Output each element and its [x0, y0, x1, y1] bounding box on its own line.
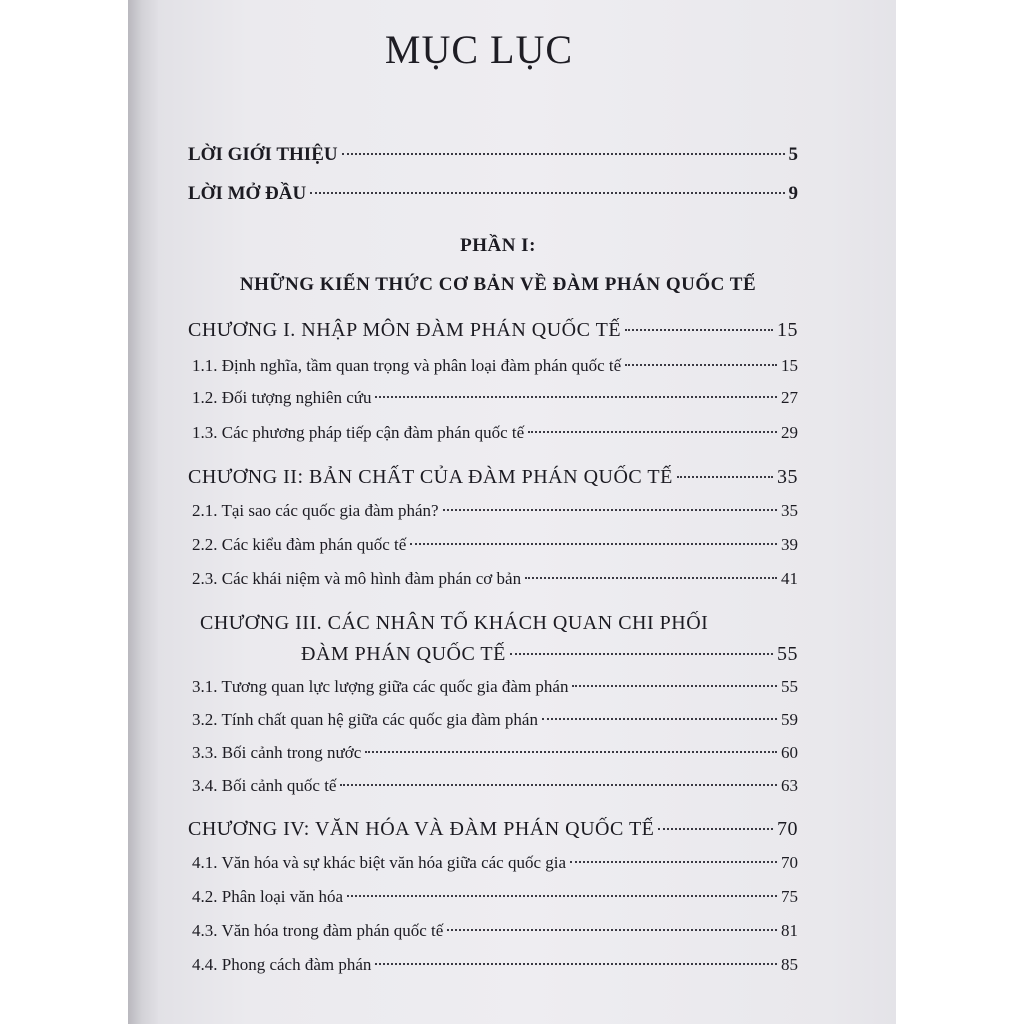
toc-section-2-2	[192, 535, 798, 555]
toc-entry-page: 63	[781, 776, 798, 795]
table-of-contents-page	[158, 0, 896, 1024]
dot-leader	[340, 784, 777, 786]
toc-section-2-3	[192, 569, 798, 589]
dot-leader	[443, 509, 777, 511]
toc-entry-label: CHƯƠNG I. NHẬP MÔN ĐÀM PHÁN QUỐC TẾ	[188, 319, 622, 341]
toc-section-3-1	[192, 677, 798, 697]
dot-leader	[365, 751, 777, 753]
dot-leader	[447, 929, 777, 931]
toc-entry-label: 2.1. Tại sao các quốc gia đàm phán?	[192, 501, 439, 520]
toc-entry-page: 85	[781, 955, 798, 974]
toc-entry-label: LỜI MỞ ĐẦU	[188, 183, 307, 204]
toc-section-1-2	[192, 388, 798, 408]
toc-entry-label: 3.1. Tương quan lực lượng giữa các quốc gia đàm phán	[192, 677, 569, 696]
toc-entry-label: CHƯƠNG IV: VĂN HÓA VÀ ĐÀM PHÁN QUỐC TẾ	[188, 818, 655, 840]
page-title: MỤC LỤC	[384, 27, 574, 72]
part-title: NHỮNG KIẾN THỨC CƠ BẢN VỀ ĐÀM PHÁN QUỐC TẾ	[239, 274, 757, 295]
toc-section-4-4	[192, 955, 798, 975]
dot-leader	[542, 718, 777, 720]
dot-leader	[658, 828, 773, 830]
toc-entry-page: 9	[788, 183, 798, 204]
toc-entry-page: 81	[781, 921, 798, 940]
toc-entry-label: 4.2. Phân loại văn hóa	[192, 887, 344, 906]
toc-entry-label: 4.4. Phong cách đàm phán	[192, 955, 372, 974]
dot-leader	[625, 364, 777, 366]
toc-section-2-1	[192, 501, 798, 521]
dot-leader	[625, 329, 773, 331]
toc-entry-page: 15	[777, 319, 798, 341]
part-label: PHẦN I:	[460, 235, 536, 256]
toc-entry-label: 2.3. Các khái niệm và mô hình đàm phán cơ bản	[192, 569, 522, 588]
toc-entry-page: 39	[781, 535, 798, 554]
toc-entry-page: 35	[781, 501, 798, 520]
toc-section-4-2	[192, 887, 798, 907]
dot-leader	[525, 577, 777, 579]
toc-entry-label: 2.2. Các kiểu đàm phán quốc tế	[192, 535, 407, 554]
dot-leader	[410, 543, 777, 545]
toc-section-4-1	[192, 853, 798, 873]
toc-entry-label: 1.1. Định nghĩa, tầm quan trọng và phân loại đàm phán quốc tế	[192, 356, 622, 375]
toc-entry-label: 1.2. Đối tượng nghiên cứu	[192, 388, 372, 407]
dot-leader	[347, 895, 777, 897]
toc-entry-page: 35	[777, 466, 798, 488]
dot-leader	[572, 685, 777, 687]
dot-leader	[528, 431, 777, 433]
toc-entry-page: 59	[781, 710, 798, 729]
toc-entry-page: 60	[781, 743, 798, 762]
dot-leader	[510, 653, 773, 655]
dot-leader	[342, 153, 785, 155]
book-gutter	[128, 0, 158, 1024]
toc-entry-page: 41	[781, 569, 798, 588]
toc-entry-page: 75	[781, 887, 798, 906]
dot-leader	[677, 476, 773, 478]
dot-leader	[375, 396, 777, 398]
toc-entry-label: 3.3. Bối cảnh trong nước	[192, 743, 362, 762]
toc-entry-page: 27	[781, 388, 798, 407]
toc-section-3-4	[192, 776, 798, 796]
toc-entry-label: CHƯƠNG II: BẢN CHẤT CỦA ĐÀM PHÁN QUỐC TẾ	[188, 466, 673, 488]
toc-section-3-2	[192, 710, 798, 730]
toc-entry-label: 4.1. Văn hóa và sự khác biệt văn hóa giữa các quốc gia	[192, 853, 567, 872]
toc-chapter-4	[188, 818, 798, 841]
toc-section-3-3	[192, 743, 798, 763]
toc-entry-preface	[188, 183, 798, 205]
toc-chapter-2	[188, 466, 798, 489]
toc-entry-page: 5	[788, 144, 798, 165]
toc-entry-label: 1.3. Các phương pháp tiếp cận đàm phán quốc tế	[192, 423, 525, 442]
toc-entry-label: LỜI GIỚI THIỆU	[188, 144, 338, 165]
toc-entry-label: 4.3. Văn hóa trong đàm phán quốc tế	[192, 921, 444, 940]
dot-leader	[570, 861, 777, 863]
toc-entry-page: 15	[781, 356, 798, 375]
toc-entry-page: 70	[777, 818, 798, 840]
toc-section-1-1	[192, 356, 798, 376]
toc-entry-label: ĐÀM PHÁN QUỐC TẾ	[301, 643, 506, 665]
toc-chapter-1	[188, 319, 798, 342]
toc-entry-label: 3.2. Tính chất quan hệ giữa các quốc gia đàm phán	[192, 710, 538, 729]
toc-entry-page: 29	[781, 423, 798, 442]
toc-section-1-3	[192, 423, 798, 443]
toc-entry-page: 55	[777, 643, 798, 665]
toc-entry-introduction	[188, 144, 798, 166]
toc-chapter-3-title: CHƯƠNG III. CÁC NHÂN TỐ KHÁCH QUAN CHI PHỐI	[200, 612, 709, 634]
toc-entry-label: 3.4. Bối cảnh quốc tế	[192, 776, 337, 795]
toc-chapter-3	[301, 643, 798, 666]
toc-entry-page: 70	[781, 853, 798, 872]
toc-entry-page: 55	[781, 677, 798, 696]
dot-leader	[375, 963, 777, 965]
toc-section-4-3	[192, 921, 798, 941]
dot-leader	[310, 192, 784, 194]
